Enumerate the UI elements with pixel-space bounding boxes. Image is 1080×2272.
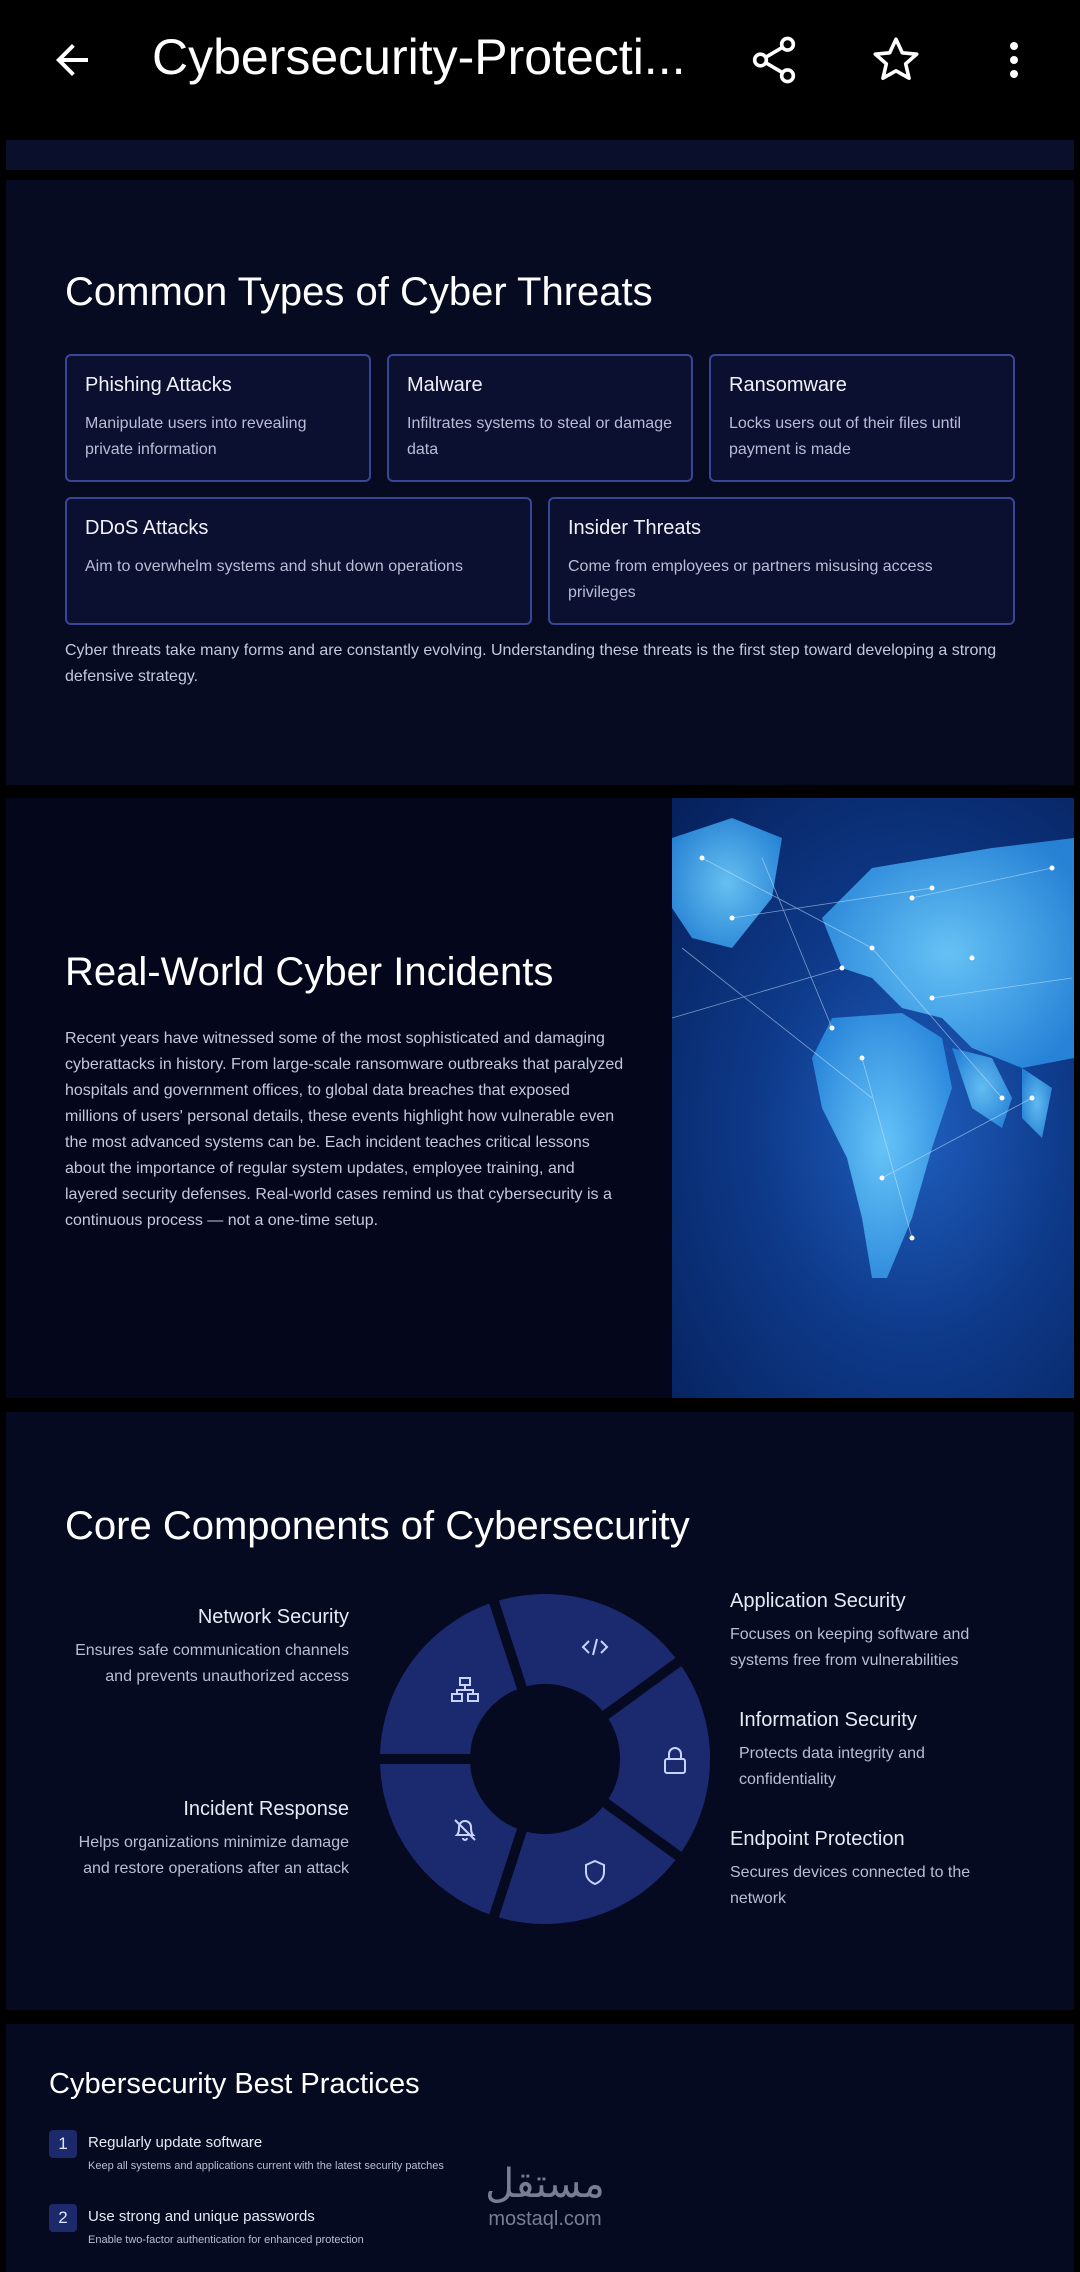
components-wheel	[370, 1584, 720, 1934]
arrow-left-icon	[48, 36, 96, 84]
section-title: Cybersecurity Best Practices	[49, 2068, 420, 2100]
threat-card-malware	[387, 354, 693, 482]
practice-desc: Keep all systems and applications current with the latest security patches	[88, 2160, 444, 2172]
card-title: Malware	[407, 374, 483, 396]
component-title-information: Information Security	[739, 1709, 917, 1731]
practice-title: Regularly update software	[88, 2134, 263, 2151]
component-desc-information: Protects data integrity and confidentiality	[739, 1745, 925, 1788]
card-desc: Come from employees or partners misusing access privileges	[568, 558, 933, 601]
component-title-endpoint: Endpoint Protection	[730, 1828, 905, 1850]
section-title: Core Components of Cybersecurity	[65, 1504, 690, 1548]
watermark-arabic: مستقل	[485, 2161, 605, 2207]
section-title: Real-World Cyber Incidents	[65, 950, 554, 994]
threats-summary: Cyber threats take many forms and are constantly evolving. Understanding these threats is the first step toward developing a strong defensive strategy.	[65, 642, 997, 685]
card-desc: Manipulate users into revealing private information	[85, 415, 307, 458]
practice-number: 1	[49, 2130, 77, 2158]
card-desc: Infiltrates systems to steal or damage data	[407, 415, 672, 458]
favorite-button[interactable]	[864, 28, 928, 92]
component-desc-incident: Helps organizations minimize damage and restore operations after an attack	[78, 1834, 349, 1877]
back-button[interactable]	[40, 30, 104, 90]
card-title: DDoS Attacks	[85, 517, 209, 539]
practice-number: 2	[49, 2204, 77, 2232]
component-desc-network: Ensures safe communication channels and prevents unauthorized access	[75, 1642, 349, 1685]
practice-desc: Enable two-factor authentication for enhanced protection	[88, 2234, 364, 2246]
slide-real-world-incidents	[6, 798, 1074, 1398]
component-title-incident: Incident Response	[183, 1798, 349, 1820]
card-desc: Aim to overwhelm systems and shut down operations	[85, 558, 463, 575]
incidents-body: Recent years have witnessed some of the most sophisticated and damaging cyberattacks in history. From large-scale ransomware outbreaks that paralyzed hospitals and government offices, to global data breaches that exposed millions of users' personal details, these events highlight how vulnerable even the most advanced systems can be. Each incident teaches critical lessons about the importance of regular system updates, employee training, and layered security defenses. Real-world cases remind us that cybersecurity is a continuous process — not a one-time setup.	[65, 1030, 624, 1229]
threat-card-ddos	[65, 497, 532, 625]
component-desc-endpoint: Secures devices connected to the network	[730, 1864, 971, 1907]
threat-card-phishing	[65, 354, 371, 482]
card-title: Insider Threats	[568, 517, 702, 539]
component-desc-application: Focuses on keeping software and systems free from vulnerabilities	[730, 1626, 970, 1669]
app-bar	[0, 0, 1080, 120]
watermark-latin: mostaql.com	[488, 2208, 602, 2230]
slide-core-components	[6, 1412, 1074, 2010]
more-vertical-icon	[990, 36, 1038, 84]
threat-card-ransomware	[709, 354, 1015, 482]
practice-title: Use strong and unique passwords	[88, 2208, 315, 2225]
star-icon	[869, 33, 923, 87]
threat-card-insider	[548, 497, 1015, 625]
slide-cyber-threats	[6, 180, 1074, 785]
component-title-network: Network Security	[197, 1606, 349, 1628]
world-map-image	[672, 798, 1074, 1398]
watermark-logo	[470, 2160, 620, 2240]
card-title: Ransomware	[729, 374, 847, 396]
card-desc: Locks users out of their files until payment is made	[729, 415, 962, 458]
share-icon	[747, 33, 801, 87]
previous-slide-edge	[6, 140, 1074, 170]
share-button[interactable]	[742, 28, 806, 92]
section-title: Common Types of Cyber Threats	[65, 270, 653, 314]
component-title-application: Application Security	[730, 1590, 906, 1612]
more-options-button[interactable]	[982, 28, 1046, 92]
page-title: Cybersecurity-Protecti...	[152, 29, 686, 85]
card-title: Phishing Attacks	[85, 374, 232, 396]
